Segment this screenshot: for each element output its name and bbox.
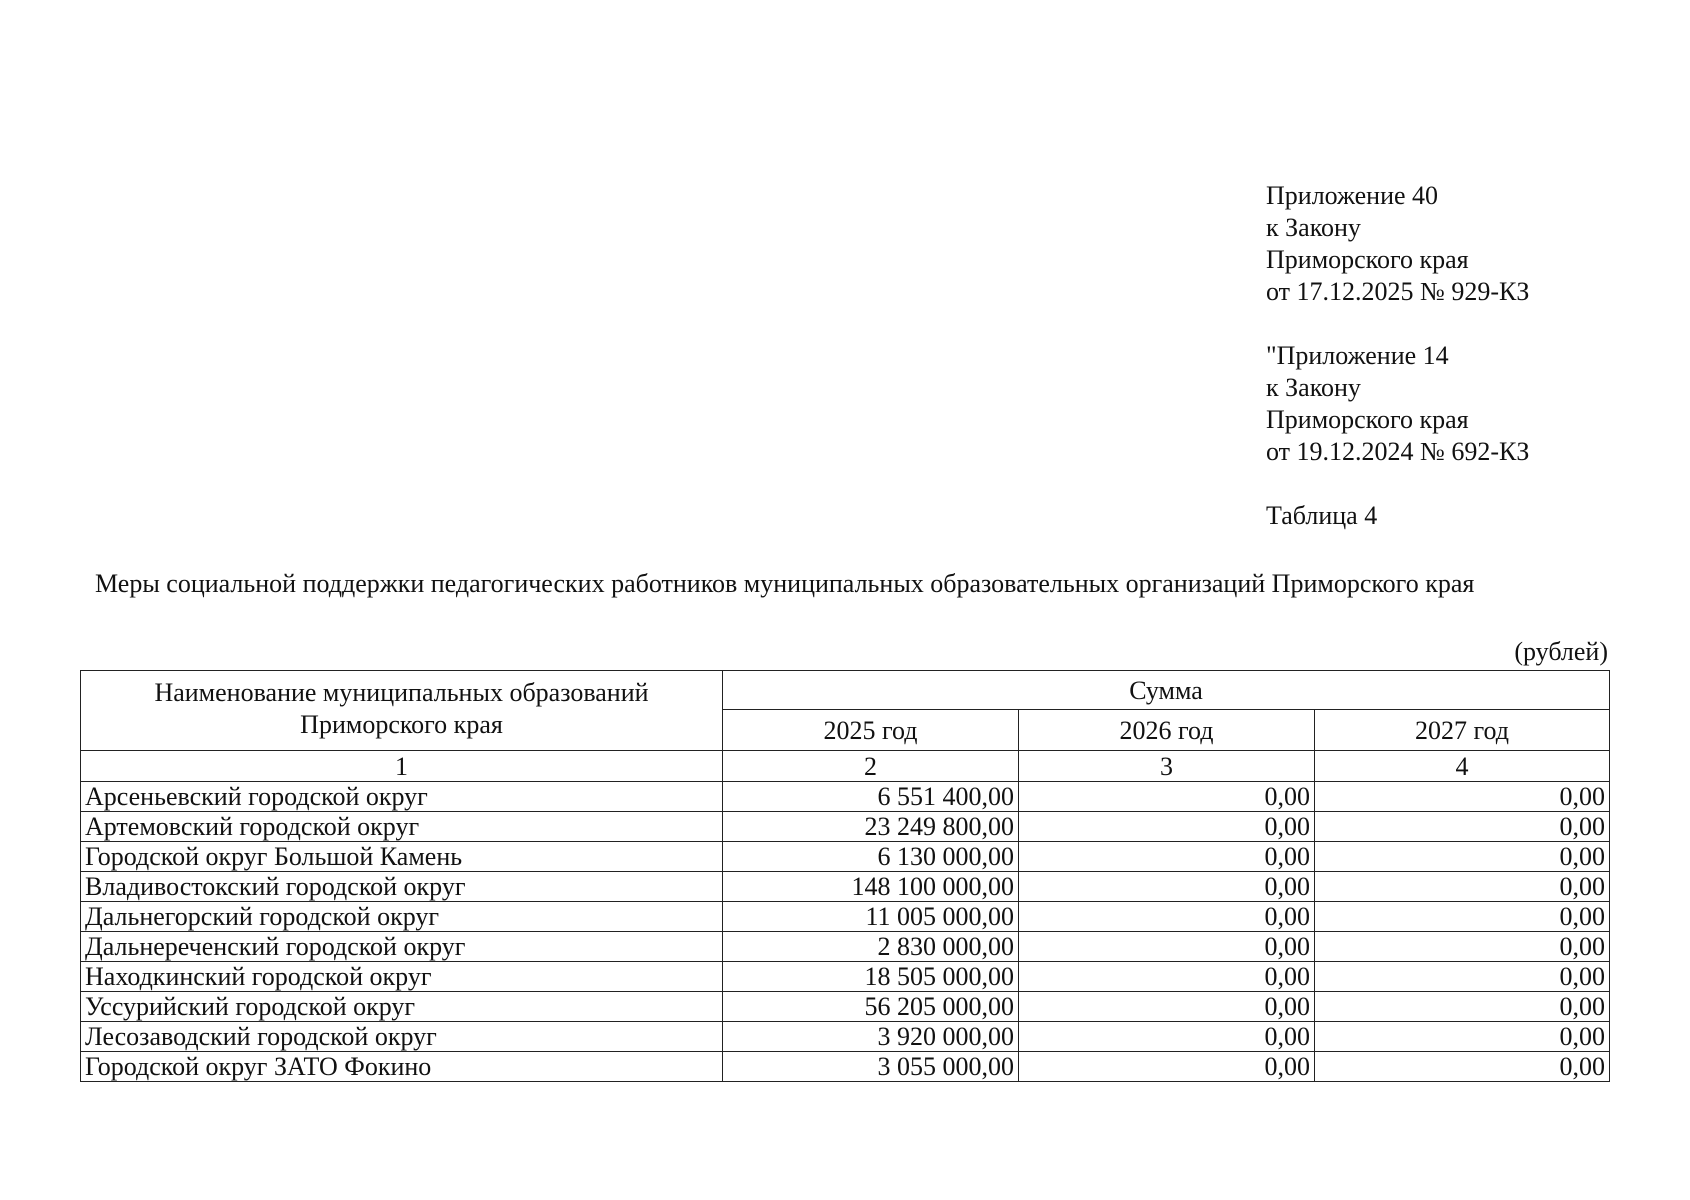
amount-2025: 2 830 000,00: [723, 932, 1019, 962]
amount-2025: 11 005 000,00: [723, 902, 1019, 932]
column-number: 2: [723, 751, 1019, 782]
table-row: [81, 932, 1610, 962]
municipality-name: Арсеньевский городской округ: [81, 782, 723, 812]
municipality-name: Городской округ ЗАТО Фокино: [81, 1052, 723, 1082]
table-row: [81, 962, 1610, 992]
amount-2025: 3 920 000,00: [723, 1022, 1019, 1052]
amount-2025: 23 249 800,00: [723, 812, 1019, 842]
column-number: 4: [1315, 751, 1610, 782]
document-title: Меры социальной поддержки педагогических работников муниципальных образовательных организаций Приморского края: [95, 569, 1475, 598]
year-header-2026: 2026 год: [1019, 710, 1315, 751]
column-number-row: [81, 751, 1610, 782]
amount-2025: 3 055 000,00: [723, 1052, 1019, 1082]
amount-2027: 0,00: [1315, 962, 1610, 992]
support-measures-table: [80, 670, 1610, 1082]
municipality-name: Артемовский городской округ: [81, 812, 723, 842]
table-row: [81, 872, 1610, 902]
unit-label: (рублей): [1514, 637, 1608, 666]
year-header-2025: 2025 год: [723, 710, 1019, 751]
amount-2027: 0,00: [1315, 812, 1610, 842]
amount-2026: 0,00: [1019, 1052, 1315, 1082]
amount-2027: 0,00: [1315, 1052, 1610, 1082]
amount-2026: 0,00: [1019, 1022, 1315, 1052]
amount-2027: 0,00: [1315, 842, 1610, 872]
amount-2025: 18 505 000,00: [723, 962, 1019, 992]
amount-2027: 0,00: [1315, 992, 1610, 1022]
amount-2025: 6 551 400,00: [723, 782, 1019, 812]
column-number: 1: [81, 751, 723, 782]
municipality-name: Уссурийский городской округ: [81, 992, 723, 1022]
amount-2026: 0,00: [1019, 842, 1315, 872]
municipality-name: Дальнереченский городской округ: [81, 932, 723, 962]
amount-2026: 0,00: [1019, 782, 1315, 812]
amount-2027: 0,00: [1315, 902, 1610, 932]
spacer: [1266, 308, 1529, 340]
appendix-line: от 19.12.2024 № 692-КЗ: [1266, 437, 1530, 466]
year-header-2027: 2027 год: [1315, 710, 1610, 751]
amount-2026: 0,00: [1019, 872, 1315, 902]
municipality-column-header: [81, 671, 723, 751]
appendix-line: Приморского края: [1266, 405, 1469, 434]
header-line: Приморского края: [300, 710, 503, 739]
municipality-name: Городской округ Большой Камень: [81, 842, 723, 872]
amount-2026: 0,00: [1019, 992, 1315, 1022]
table-row: [81, 992, 1610, 1022]
amount-2026: 0,00: [1019, 902, 1315, 932]
table-row: [81, 782, 1610, 812]
sum-column-header: Сумма: [723, 671, 1610, 710]
table-number: Таблица 4: [1266, 501, 1378, 530]
municipality-name: Владивостокский городской округ: [81, 872, 723, 902]
appendix-line: Приложение 40: [1266, 181, 1439, 210]
municipality-name: Дальнегорский городской округ: [81, 902, 723, 932]
header-line: Наименование муниципальных образований: [154, 678, 649, 707]
amount-2025: 148 100 000,00: [723, 872, 1019, 902]
column-number: 3: [1019, 751, 1315, 782]
spacer: [1266, 468, 1529, 500]
table-row: [81, 1052, 1610, 1082]
amount-2027: 0,00: [1315, 1022, 1610, 1052]
amount-2026: 0,00: [1019, 812, 1315, 842]
amount-2026: 0,00: [1019, 962, 1315, 992]
table-row: [81, 842, 1610, 872]
table-row: [81, 902, 1610, 932]
amount-2026: 0,00: [1019, 932, 1315, 962]
appendix-line: Приморского края: [1266, 245, 1469, 274]
appendix-line: к Закону: [1266, 373, 1361, 402]
municipality-name: Находкинский городской округ: [81, 962, 723, 992]
municipality-name: Лесозаводский городской округ: [81, 1022, 723, 1052]
amount-2025: 56 205 000,00: [723, 992, 1019, 1022]
amount-2027: 0,00: [1315, 932, 1610, 962]
appendix-line: "Приложение 14: [1266, 341, 1449, 370]
amount-2027: 0,00: [1315, 872, 1610, 902]
table-row: [81, 812, 1610, 842]
appendix-line: от 17.12.2025 № 929-КЗ: [1266, 277, 1530, 306]
amount-2025: 6 130 000,00: [723, 842, 1019, 872]
amount-2027: 0,00: [1315, 782, 1610, 812]
appendix-line: к Закону: [1266, 213, 1361, 242]
appendix-header: [1266, 180, 1529, 532]
table-row: [81, 1022, 1610, 1052]
